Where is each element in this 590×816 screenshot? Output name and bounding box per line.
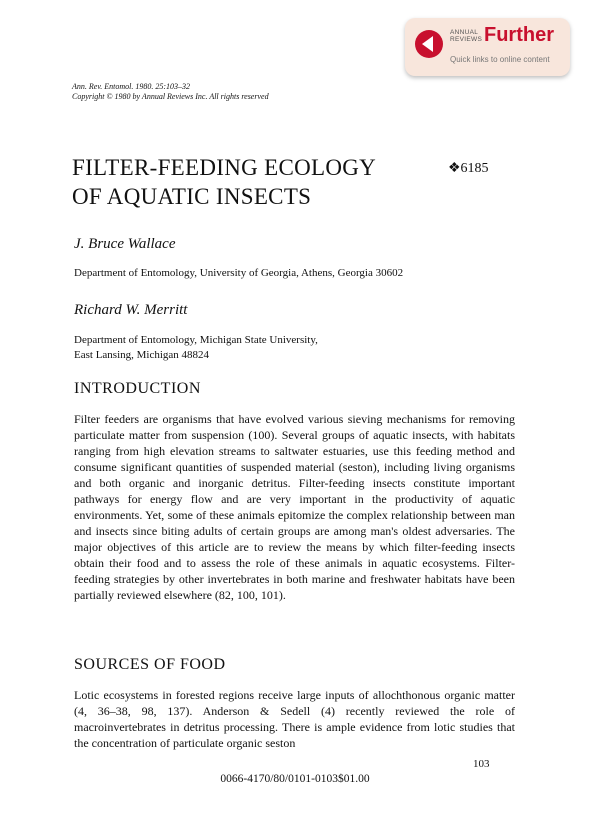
author-affiliation: Department of Entomology, Michigan State University, East Lansing, Michigan 48824 — [74, 334, 318, 361]
citation — [72, 82, 269, 102]
title-line-1: FILTER-FEEDING ECOLOGY — [72, 155, 377, 180]
citation-journal: Ann. Rev. Entomol. 1980. 25:103–32 — [72, 82, 191, 91]
article-title — [72, 153, 376, 211]
further-badge[interactable] — [405, 18, 570, 76]
article-code: ❖6185 — [448, 161, 489, 176]
author-name: J. Bruce Wallace — [74, 236, 176, 252]
body-paragraph: Lotic ecosystems in forested regions receive large inputs of allochthonous organic matter (4, 36–38, 98, 137). Anderson & Sedell (4) recently reviewed the role of macroinvertebrates in detritus processing. There is ample evidence from lotic studies that the concentration of particulate organic seston — [74, 688, 515, 750]
body-paragraph: Filter feeders are organisms that have evolved various sieving mechanisms for removing particulate matter from suspension (100). Several groups of aquatic insects, with habitats ranging from high elevation streams to saltwater estuaries, use this feeding method and consume significant quantities of suspended material (seston), including living organisms and both organic and inorganic detritus. Filter-feeding insects constitute important pathways for energy flow and are very important in the productivity of aquatic environments. Yet, some of these animals epitomize the complex relationship between man and insects since biting adults of certain groups are among man's oldest adversaries. The major objectives of this article are to review the means by which filter-feeding insects obtain their food and to assess the role of these animals in aquatic ecosystems. Filter-feeding strategies by other invertebrates in both marine and freshwater habitats have been partially reviewed elsewhere (82, 100, 101). — [74, 412, 515, 602]
back-arrow-icon — [415, 30, 443, 58]
footer-code: 0066-4170/80/0101-0103$01.00 — [220, 773, 370, 785]
section-heading: INTRODUCTION — [74, 380, 201, 397]
badge-title: Further — [484, 24, 554, 46]
author-affiliation: Department of Entomology, University of Georgia, Athens, Georgia 30602 — [74, 267, 404, 279]
page-number: 103 — [473, 758, 490, 770]
title-line-2: OF AQUATIC INSECTS — [72, 184, 312, 209]
badge-subtitle: Quick links to online content — [450, 55, 550, 64]
badge-publisher: ANNUAL REVIEWS — [450, 29, 483, 43]
section-heading: SOURCES OF FOOD — [74, 656, 226, 673]
citation-copyright: Copyright © 1980 by Annual Reviews Inc. All rights reserved — [72, 92, 269, 101]
author-name: Richard W. Merritt — [74, 302, 188, 318]
